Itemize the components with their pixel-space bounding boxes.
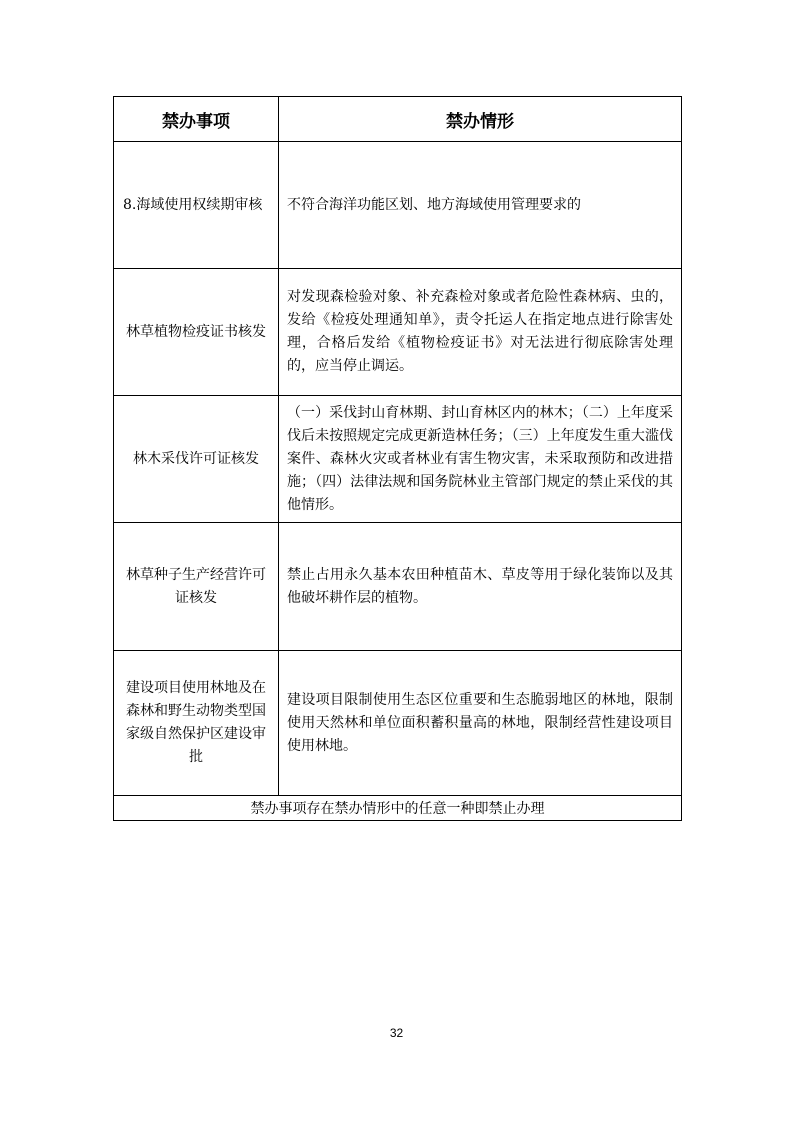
table-header-row bbox=[114, 97, 682, 142]
row-item: 林草植物检疫证书核发 bbox=[114, 269, 279, 396]
row-item: 建设项目使用林地及在森林和野生动物类型国家级自然保护区建设审批 bbox=[114, 651, 279, 796]
table-footer-note: 禁办事项存在禁办情形中的任意一种即禁止办理 bbox=[114, 796, 682, 821]
page-number: 32 bbox=[389, 1026, 404, 1040]
row-condition: 禁止占用永久基本农田种植苗木、草皮等用于绿化装饰以及其他破坏耕作层的植物。 bbox=[279, 523, 682, 651]
table-row bbox=[114, 651, 682, 796]
row-condition: 不符合海洋功能区划、地方海域使用管理要求的 bbox=[279, 142, 682, 269]
row-item: 林草种子生产经营许可证核发 bbox=[114, 523, 279, 651]
prohibited-items-table bbox=[113, 96, 682, 821]
table-row bbox=[114, 142, 682, 269]
header-item: 禁办事项 bbox=[114, 97, 279, 142]
row-condition: 建设项目限制使用生态区位重要和生态脆弱地区的林地，限制使用天然林和单位面积蓄积量高的林地，限制经营性建设项目使用林地。 bbox=[279, 651, 682, 796]
header-condition: 禁办情形 bbox=[279, 97, 682, 142]
table-row bbox=[114, 523, 682, 651]
row-condition: （一）采伐封山育林期、封山育林区内的林木；（二）上年度采伐后未按照规定完成更新造林任务；（三）上年度发生重大滥伐案件、森林火灾或者林业有害生物灾害，未采取预防和改进措施；（四）法律法规和国务院林业主管部门规定的禁止采伐的其他情形。 bbox=[279, 396, 682, 523]
row-item: 8.海域使用权续期审核 bbox=[114, 142, 279, 269]
row-condition: 对发现森检验对象、补充森检对象或者危险性森林病、虫的，发给《检疫处理通知单》，责令托运人在指定地点进行除害处理，合格后发给《植物检疫证书》对无法进行彻底除害处理的，应当停止调运。 bbox=[279, 269, 682, 396]
table-footer-row bbox=[114, 796, 682, 821]
table-row bbox=[114, 269, 682, 396]
row-item: 林木采伐许可证核发 bbox=[114, 396, 279, 523]
table-row bbox=[114, 396, 682, 523]
